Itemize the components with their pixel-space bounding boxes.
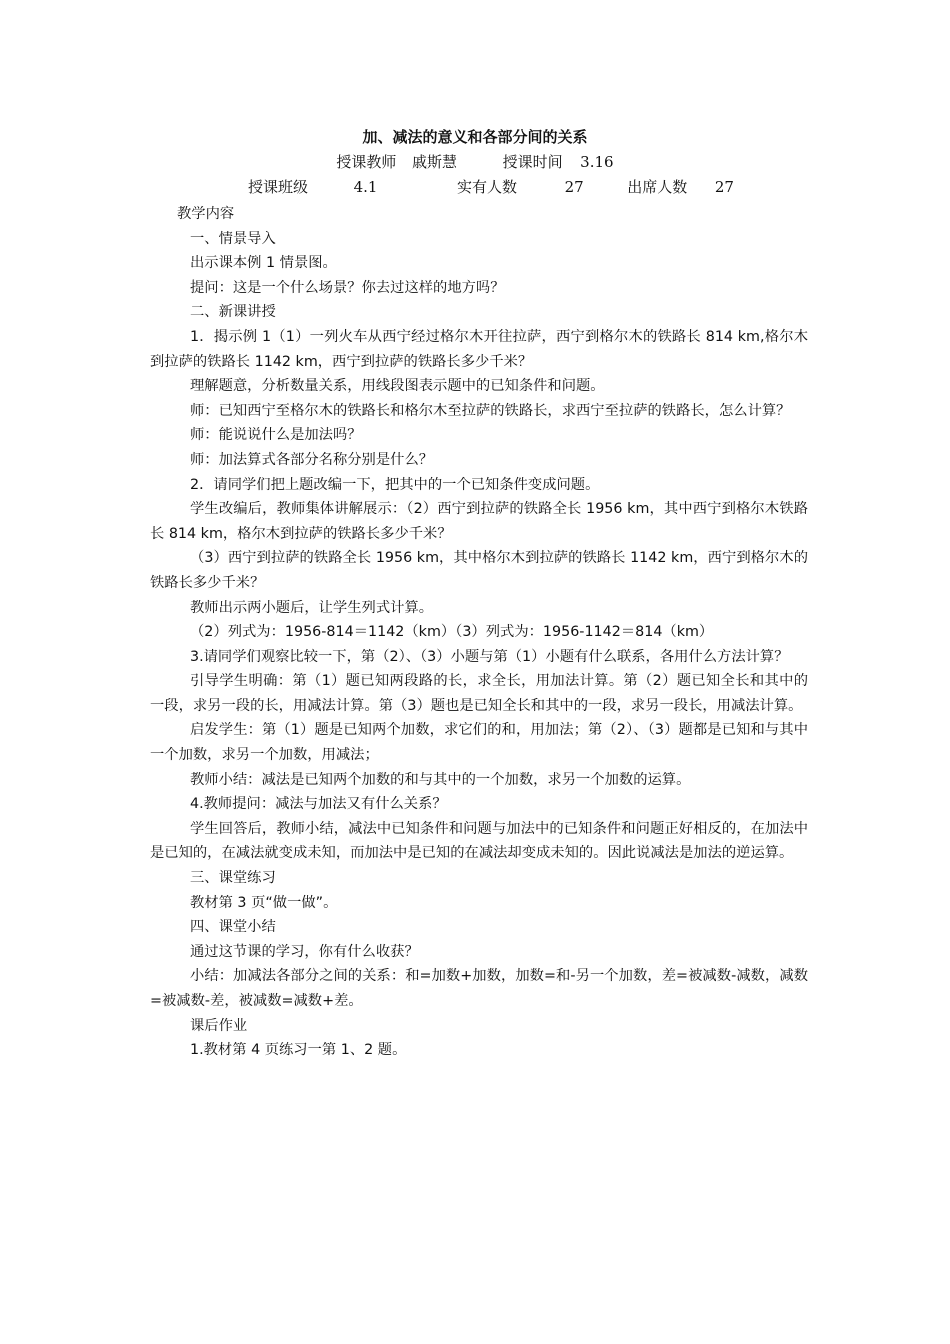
paragraph: 3.请同学们观察比较一下，第（2）、（3）小题与第（1）小题有什么联系，各用什么方法计算？	[190, 648, 789, 665]
class-label: 授课班级	[248, 178, 309, 196]
actual-count-label: 实有人数	[457, 178, 518, 196]
paragraph: 2．请同学们把上题改编一下，把其中的一个已知条件变成问题。	[190, 476, 600, 493]
teacher-label: 授课教师	[336, 153, 397, 171]
present-count-label: 出席人数	[627, 178, 688, 196]
paragraph: 1.教材第 4 页练习一第 1、2 题。	[190, 1042, 407, 1059]
paragraph: 教师小结：减法是已知两个加数的和与其中的一个加数，求另一个加数的运算。	[190, 771, 691, 788]
section-heading-homework: 课后作业	[190, 1017, 248, 1034]
time-label: 授课时间	[502, 153, 563, 171]
document-body	[150, 202, 808, 1063]
section-heading-content: 教学内容	[177, 206, 235, 222]
teacher-time-line	[0, 151, 950, 173]
class-attendance-line	[248, 176, 734, 198]
teacher-name: 戚斯慧	[412, 153, 458, 171]
paragraph: 学生改编后，教师集体讲解展示：（2）西宁到拉萨的铁路全长 1956 km，其中西宁到格尔木铁路长 814 km，格尔木到拉萨的铁路长多少千米？	[150, 501, 808, 542]
paragraph: （2）列式为：1956-814＝1142（km）（3）列式为：1956-1142＝814（km）	[190, 624, 714, 641]
present-count-value: 27	[714, 178, 734, 196]
paragraph: 4.教师提问：减法与加法又有什么关系？	[190, 796, 447, 813]
paragraph: 通过这节课的学习，你有什么收获？	[190, 943, 419, 960]
paragraph: 理解题意，分析数量关系，用线段图表示题中的已知条件和问题。	[190, 378, 605, 395]
paragraph: （3）西宁到拉萨的铁路全长 1956 km，其中格尔木到拉萨的铁路长 1142 km，西宁到格尔木的铁路长多少千米？	[150, 550, 808, 591]
paragraph: 教材第 3 页“做一做”。	[190, 894, 338, 911]
section-heading-new-lesson: 二、新课讲授	[190, 304, 276, 321]
paragraph: 学生回答后，教师小结，减法中已知条件和问题与加法中的已知条件和问题正好相反的，在加法中是已知的，在减法就变成未知，而加法中是已知的在减法却变成未知的。因此说减法是加法的逆运算。	[150, 820, 808, 862]
section-heading-practice: 三、课堂练习	[190, 870, 276, 887]
paragraph: 师：加法算式各部分名称分别是什么？	[190, 451, 434, 468]
document-title: 加、减法的意义和各部分间的关系	[362, 128, 588, 146]
paragraph: 师：能说说什么是加法吗？	[190, 427, 362, 444]
time-value: 3.16	[580, 153, 614, 171]
section-heading-intro: 一、情景导入	[190, 230, 276, 247]
paragraph: 1．揭示例 1（1）一列火车从西宁经过格尔木开往拉萨，西宁到格尔木的铁路长 814 km,格尔木到拉萨的铁路长 1142 km，西宁到拉萨的铁路长多少千米？	[150, 328, 808, 370]
paragraph: 启发学生：第（1）题是已知两个加数，求它们的和，用加法；第（2）、（3）题都是已知和与其中一个加数，求另一个加数，用减法；	[150, 722, 808, 764]
paragraph: 引导学生明确：第（1）题已知两段路的长，求全长，用加法计算。第（2）题已知全长和其中的一段，求另一段的长，用减法计算。第（3）题也是已知全长和其中的一段，求另一段长，用减法计算。	[150, 673, 808, 714]
class-value: 4.1	[353, 178, 378, 196]
paragraph: 出示课本例 1 情景图。	[190, 255, 337, 272]
section-heading-summary: 四、课堂小结	[190, 919, 276, 936]
paragraph: 小结：加减法各部分之间的关系：和=加数+加数，加数=和-另一个加数，差=被减数-减数，减数=被减数-差，被减数=减数+差。	[150, 968, 808, 1009]
paragraph: 教师出示两小题后，让学生列式计算。	[190, 599, 434, 616]
paragraph: 提问：这是一个什么场景？你去过这样的地方吗？	[190, 279, 505, 296]
paragraph: 师：已知西宁至格尔木的铁路长和格尔木至拉萨的铁路长，求西宁至拉萨的铁路长，怎么计算？	[190, 402, 791, 419]
actual-count-value: 27	[564, 178, 584, 196]
